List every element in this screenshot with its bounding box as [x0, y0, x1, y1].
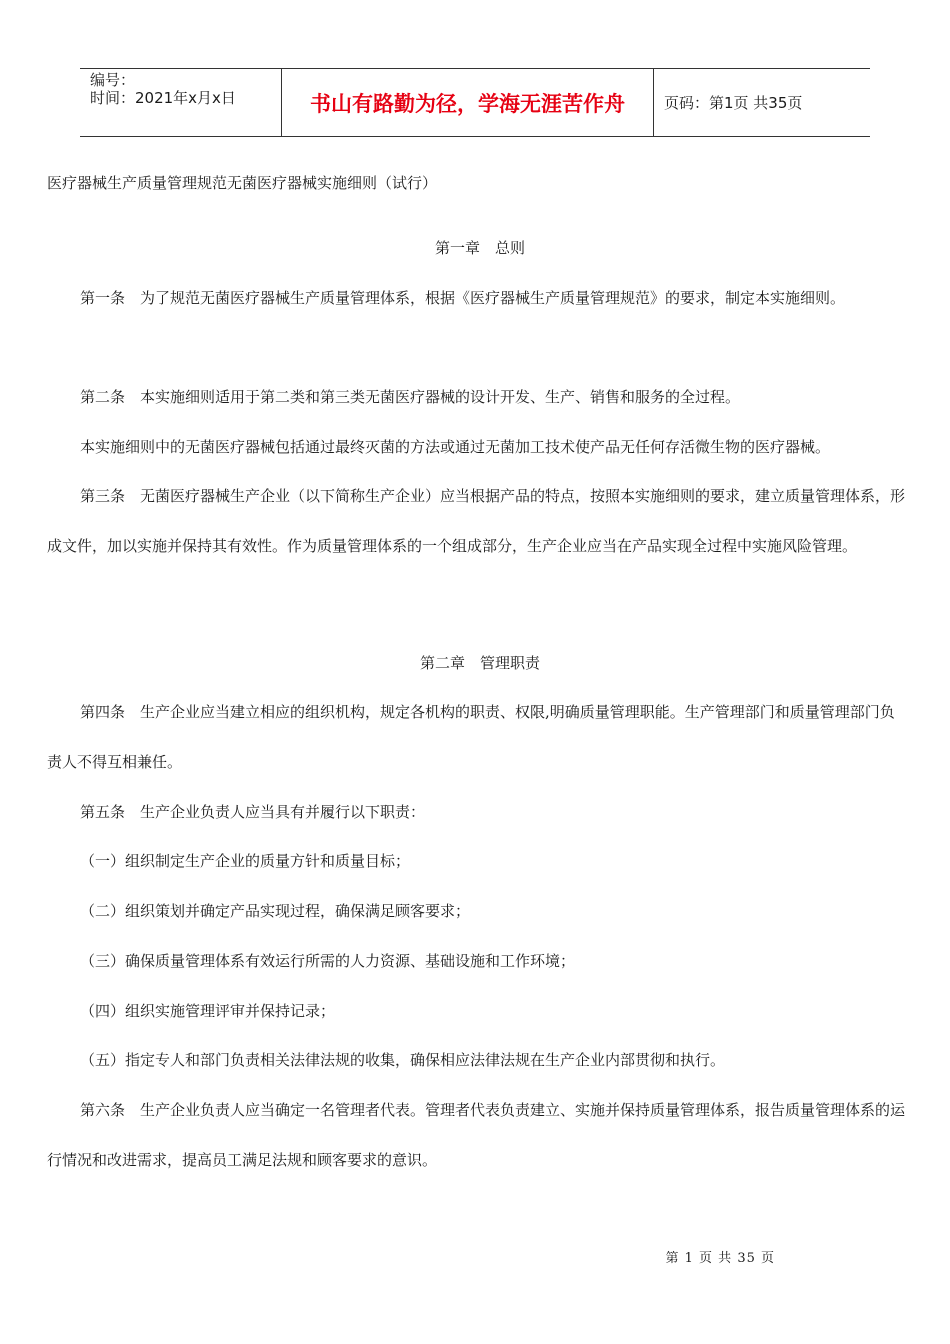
document-date: 时间：2021年x月x日 [90, 89, 236, 107]
article-paragraph: 第六条 生产企业负责人应当确定一名管理者代表。管理者代表负责建立、实施并保持质量管理体系，报告质量管理体系的运行情况和改进需求，提高员工满足法规和顾客要求的意识。 [47, 1101, 906, 1169]
article-paragraph: 第四条 生产企业应当建立相应的组织机构，规定各机构的职责、权限,明确质量管理职能。生产管理部门和质量管理部门负责人不得互相兼任。 [47, 703, 895, 771]
list-item: （四）组织实施管理评审并保持记录； [80, 1002, 336, 1020]
list-item: （一）组织制定生产企业的质量方针和质量目标； [80, 852, 411, 870]
document-number-label: 编号： [90, 71, 136, 89]
header-motto: 书山有路勤为径，学海无涯苦作舟 [282, 69, 654, 136]
chapter-heading: 第二章 管理职责 [419, 654, 540, 672]
header-page-info: 页码：第1页 共35页 [664, 94, 803, 112]
chapter-heading: 第一章 总则 [434, 239, 525, 257]
article-paragraph: 第一条 为了规范无菌医疗器械生产质量管理体系，根据《医疗器械生产质量管理规范》的要求，制定本实施细则。 [80, 289, 846, 307]
article-paragraph: 第五条 生产企业负责人应当具有并履行以下职责： [80, 803, 426, 821]
document-title: 医疗器械生产质量管理规范无菌医疗器械实施细则（试行） [47, 174, 438, 192]
header-table [80, 68, 870, 137]
header-meta-cell [80, 69, 282, 136]
list-item: （五）指定专人和部门负责相关法律法规的收集，确保相应法律法规在生产企业内部贯彻和执行。 [80, 1051, 726, 1069]
list-item: （二）组织策划并确定产品实现过程，确保满足顾客要求； [80, 902, 471, 920]
body-paragraph: 本实施细则中的无菌医疗器械包括通过最终灭菌的方法或通过无菌加工技术使产品无任何存活微生物的医疗器械。 [80, 438, 831, 456]
page-footer: 第 1 页 共 35 页 [665, 1251, 775, 1266]
list-item: （三）确保质量管理体系有效运行所需的人力资源、基础设施和工作环境； [80, 952, 576, 970]
article-paragraph: 第二条 本实施细则适用于第二类和第三类无菌医疗器械的设计开发、生产、销售和服务的全过程。 [80, 388, 741, 406]
article-paragraph: 第三条 无菌医疗器械生产企业（以下简称生产企业）应当根据产品的特点，按照本实施细则的要求，建立质量管理体系，形成文件，加以实施并保持其有效性。作为质量管理体系的一个组成部分，生产企业应当在产品实现全过程中实施风险管理。 [47, 487, 906, 555]
